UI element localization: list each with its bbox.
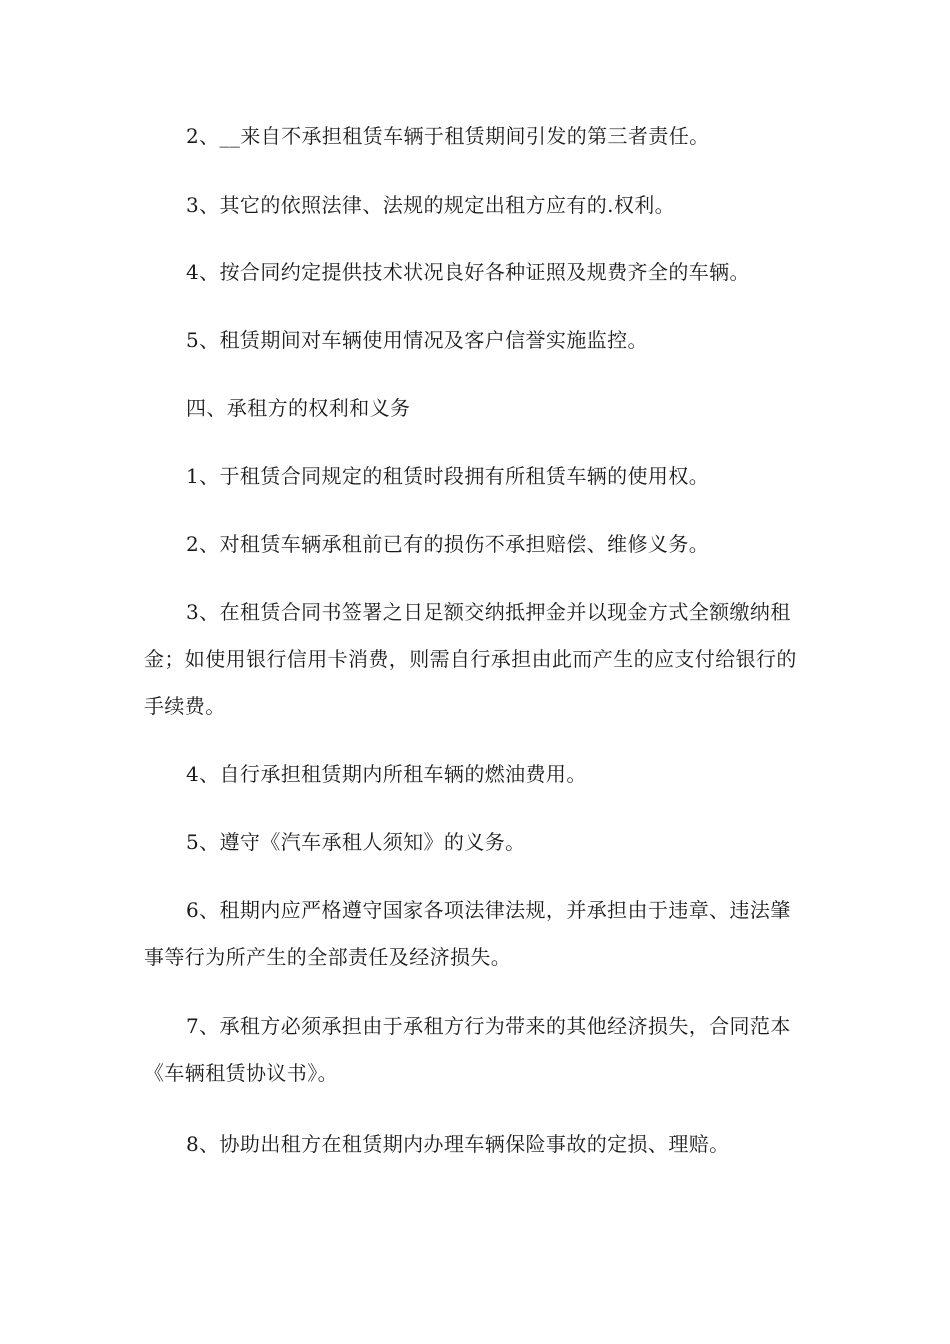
paragraph-item-2-third-party: 2、__来自不承担租赁车辆于租赁期间引发的第三者责任。	[186, 124, 710, 148]
paragraph-lessee-item-1: 1、于租赁合同规定的租赁时段拥有所租赁车辆的使用权。	[186, 464, 710, 488]
paragraph-lessee-item-8: 8、协助出租方在租赁期内办理车辆保险事故的定损、理赔。	[186, 1132, 730, 1156]
paragraph-lessee-item-7: 7、承租方必须承担由于承租方行为带来的其他经济损失，合同范本《车辆租赁协议书》。	[144, 1014, 791, 1085]
paragraph-lessee-item-6: 6、租期内应严格遵守国家各项法律法规，并承担由于违章、违法肇事等行为所产生的全部责任及经济损失。	[144, 898, 791, 969]
paragraph-lessee-item-4: 4、自行承担租赁期内所租车辆的燃油费用。	[186, 762, 587, 786]
paragraph-lessee-item-3: 3、在租赁合同书签署之日足额交纳抵押金并以现金方式全额缴纳租金；如使用银行信用卡消费，则需自行承担由此而产生的应支付给银行的手续费。	[144, 600, 797, 718]
paragraph-item-5-monitoring: 5、租赁期间对车辆使用情况及客户信誉实施监控。	[186, 328, 648, 352]
paragraph-lessee-item-5: 5、遵守《汽车承租人须知》的义务。	[186, 830, 526, 854]
paragraph-item-3-lessor-rights: 3、其它的依照法律、法规的规定出租方应有的.权利。	[186, 193, 676, 217]
paragraph-item-4-vehicle-provision: 4、按合同约定提供技术状况良好各种证照及规费齐全的车辆。	[186, 260, 750, 284]
paragraph-lessee-item-2: 2、对租赁车辆承租前已有的损伤不承担赔偿、维修义务。	[186, 532, 710, 556]
section-heading-lessee-rights: 四、承租方的权利和义务	[186, 396, 411, 420]
